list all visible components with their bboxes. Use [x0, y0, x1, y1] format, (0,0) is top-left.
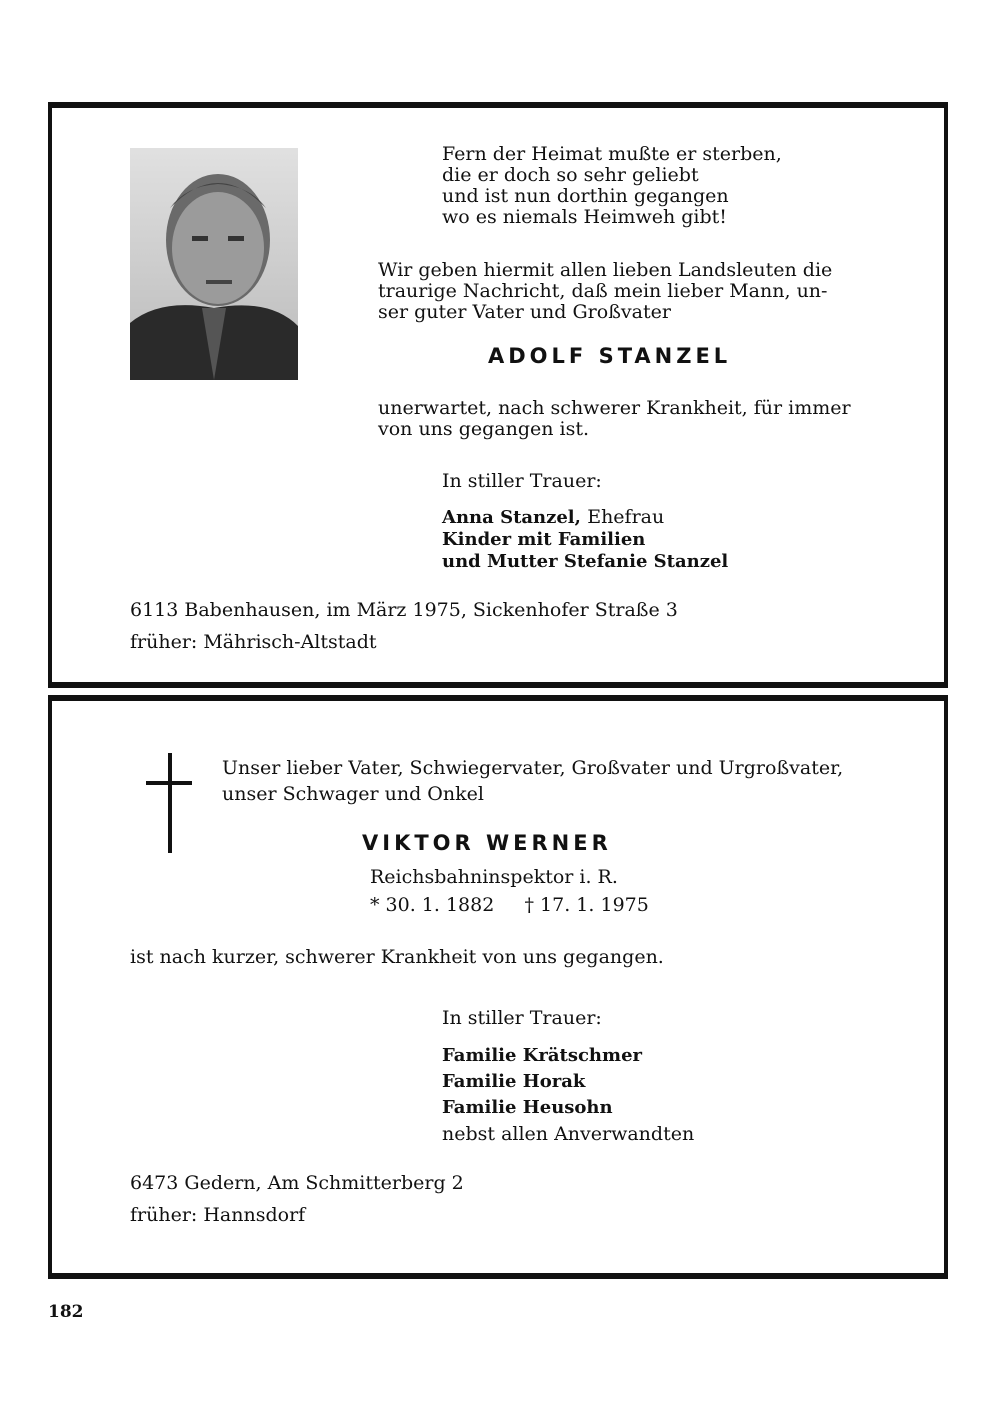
poem-line: Fern der Heimat mußte er sterben, — [442, 143, 782, 165]
obituary-notice-stanzel — [48, 102, 948, 688]
intro-line: Unser lieber Vater, Schwiegervater, Großvater und Urgroßvater, — [222, 757, 844, 779]
mourners-list — [442, 506, 728, 573]
intro-line: ser guter Vater und Großvater — [378, 301, 671, 323]
announcement-continued: ist nach kurzer, schwerer Krankheit von uns gegangen. — [130, 946, 664, 968]
mourner-line: Familie Heusohn — [442, 1097, 613, 1118]
portrait-image — [130, 148, 298, 380]
mourner-name: Anna Stanzel, — [442, 507, 581, 528]
address: 6113 Babenhausen, im März 1975, Sickenhofer Straße 3 — [130, 599, 678, 621]
intro-line: Wir geben hiermit allen lieben Landsleuten die — [378, 259, 833, 281]
mourner-line: Familie Krätschmer — [442, 1045, 643, 1066]
deceased-name: ADOLF STANZEL — [488, 344, 732, 368]
mourner-line: nebst allen Anverwandten — [442, 1123, 695, 1145]
deceased-title: Reichsbahninspektor i. R. — [370, 866, 618, 888]
after-line: unerwartet, nach schwerer Krankheit, für immer — [378, 397, 851, 419]
announcement-continued — [378, 398, 851, 440]
poem-line: und ist nun dorthin gegangen — [442, 185, 729, 207]
obituary-notice-werner — [48, 695, 948, 1279]
announcement-intro — [378, 260, 832, 323]
mourner-role: Ehefrau — [587, 506, 665, 528]
intro-line: traurige Nachricht, daß mein lieber Mann, un- — [378, 280, 828, 302]
poem-line: die er doch so sehr geliebt — [442, 164, 699, 186]
mourner-line: und Mutter Stefanie Stanzel — [442, 551, 729, 572]
memorial-poem — [442, 144, 782, 228]
address: 6473 Gedern, Am Schmitterberg 2 — [130, 1172, 464, 1194]
mourner-line: Familie Horak — [442, 1071, 586, 1092]
life-dates: * 30. 1. 1882 † 17. 1. 1975 — [370, 894, 649, 916]
mourner-line: Kinder mit Familien — [442, 529, 646, 550]
cross-icon — [168, 753, 172, 853]
page-number: 182 — [48, 1302, 84, 1322]
intro-line: unser Schwager und Onkel — [222, 783, 484, 805]
mourners-list — [442, 1043, 694, 1147]
portrait-photo — [130, 148, 298, 380]
cross-icon-bar — [146, 781, 192, 785]
after-line: von uns gegangen ist. — [378, 418, 590, 440]
deceased-name: VIKTOR WERNER — [362, 831, 612, 855]
poem-line: wo es niemals Heimweh gibt! — [442, 206, 727, 228]
announcement-intro — [222, 755, 843, 807]
mourning-label: In stiller Trauer: — [442, 1007, 602, 1029]
former-residence: früher: Mährisch-Altstadt — [130, 631, 377, 653]
mourning-label: In stiller Trauer: — [442, 470, 602, 492]
former-residence: früher: Hannsdorf — [130, 1204, 306, 1226]
